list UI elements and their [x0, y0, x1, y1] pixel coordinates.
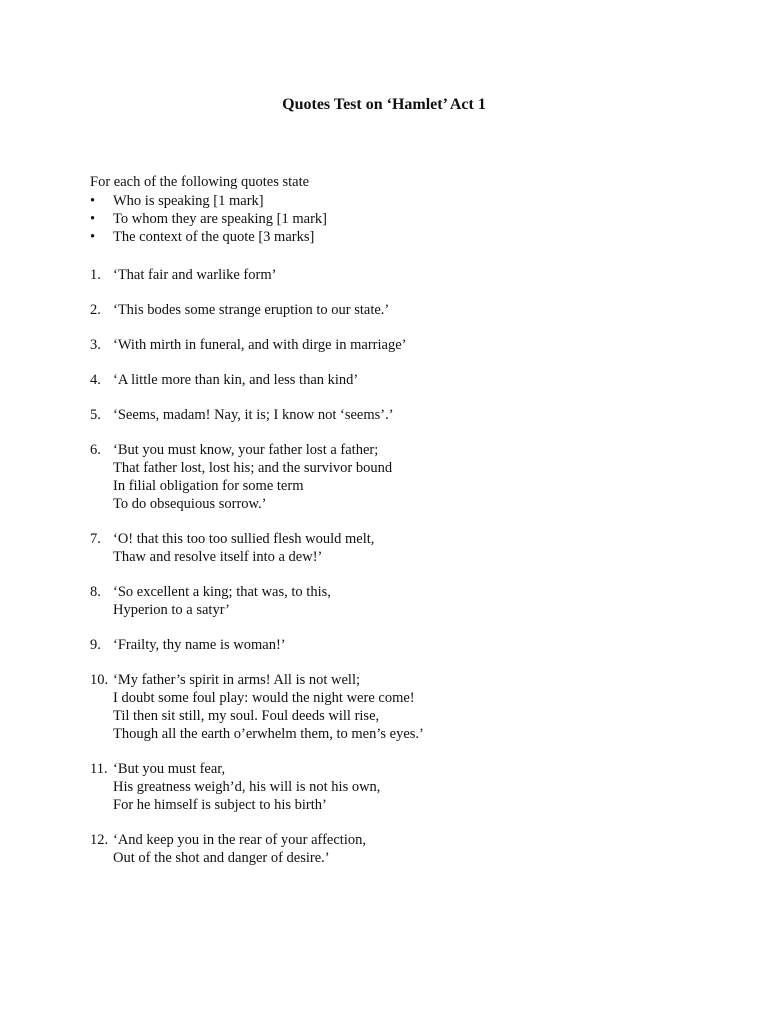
quote-line: Til then sit still, my soul. Foul deeds will rise,: [113, 708, 380, 724]
quote-item: [90, 636, 710, 654]
instruction-bullet: [90, 228, 690, 246]
quote-item: [90, 301, 710, 319]
quote-item: [90, 831, 710, 867]
quote-item: [90, 530, 710, 566]
quote-line: I doubt some foul play: would the night were come!: [113, 690, 415, 706]
quote-list: [90, 266, 710, 884]
quote-number: 9.: [90, 637, 101, 653]
quote-number: 5.: [90, 407, 101, 423]
quote-line: ‘With mirth in funeral, and with dirge in marriage’: [113, 337, 407, 353]
quote-number: 12.: [90, 832, 109, 848]
quote-number: 3.: [90, 337, 101, 353]
quote-item: [90, 406, 710, 424]
quote-line: ‘This bodes some strange eruption to our state.’: [113, 302, 390, 318]
quote-line: ‘So excellent a king; that was, to this,: [113, 584, 331, 600]
instructions-list: [90, 192, 690, 246]
quote-item: [90, 371, 710, 389]
instruction-text: The context of the quote [3 marks]: [113, 229, 315, 245]
quote-line: ‘My father’s spirit in arms! All is not well;: [113, 672, 361, 688]
instruction-bullet: [90, 210, 690, 228]
quote-item: [90, 266, 710, 284]
quote-item: [90, 441, 710, 513]
instruction-bullet: [90, 192, 690, 210]
quote-number: 8.: [90, 584, 101, 600]
bullet-icon: •: [90, 211, 96, 227]
quote-line: Thaw and resolve itself into a dew!’: [113, 549, 323, 565]
bullet-icon: •: [90, 193, 96, 209]
quote-number: 10.: [90, 672, 109, 688]
quote-item: [90, 583, 710, 619]
quote-item: [90, 336, 710, 354]
quote-item: [90, 760, 710, 814]
quote-line: ‘A little more than kin, and less than kind’: [113, 372, 359, 388]
quote-number: 6.: [90, 442, 101, 458]
quote-line: For he himself is subject to his birth’: [113, 797, 327, 813]
quote-number: 11.: [90, 761, 108, 777]
quote-line: ‘That fair and warlike form’: [113, 267, 277, 283]
quote-line: Hyperion to a satyr’: [113, 602, 230, 618]
quote-line: Though all the earth o’erwhelm them, to men’s eyes.’: [113, 726, 424, 742]
bullet-icon: •: [90, 229, 96, 245]
quote-number: 7.: [90, 531, 101, 547]
instruction-text: To whom they are speaking [1 mark]: [113, 211, 328, 227]
quote-line: To do obsequious sorrow.’: [113, 496, 267, 512]
instructions-text: For each of the following quotes state: [90, 174, 310, 190]
quote-item: [90, 671, 710, 743]
quote-number: 4.: [90, 372, 101, 388]
quote-number: 1.: [90, 267, 101, 283]
quote-line: That father lost, lost his; and the survivor bound: [113, 460, 393, 476]
quote-line: ‘And keep you in the rear of your affection,: [113, 832, 366, 848]
quote-line: ‘O! that this too too sullied flesh would melt,: [113, 531, 375, 547]
quote-number: 2.: [90, 302, 101, 318]
instructions: [90, 173, 690, 246]
quote-line: ‘But you must fear,: [113, 761, 226, 777]
instruction-text: Who is speaking [1 mark]: [113, 193, 264, 209]
quote-line: ‘But you must know, your father lost a father;: [113, 442, 379, 458]
quote-line: ‘Frailty, thy name is woman!’: [113, 637, 286, 653]
quote-line: In filial obligation for some term: [113, 478, 304, 494]
quote-line: Out of the shot and danger of desire.’: [113, 850, 330, 866]
page-title: Quotes Test on ‘Hamlet’ Act 1: [282, 96, 486, 113]
quote-line: His greatness weigh’d, his will is not his own,: [113, 779, 381, 795]
quote-line: ‘Seems, madam! Nay, it is; I know not ‘seems’.’: [113, 407, 394, 423]
